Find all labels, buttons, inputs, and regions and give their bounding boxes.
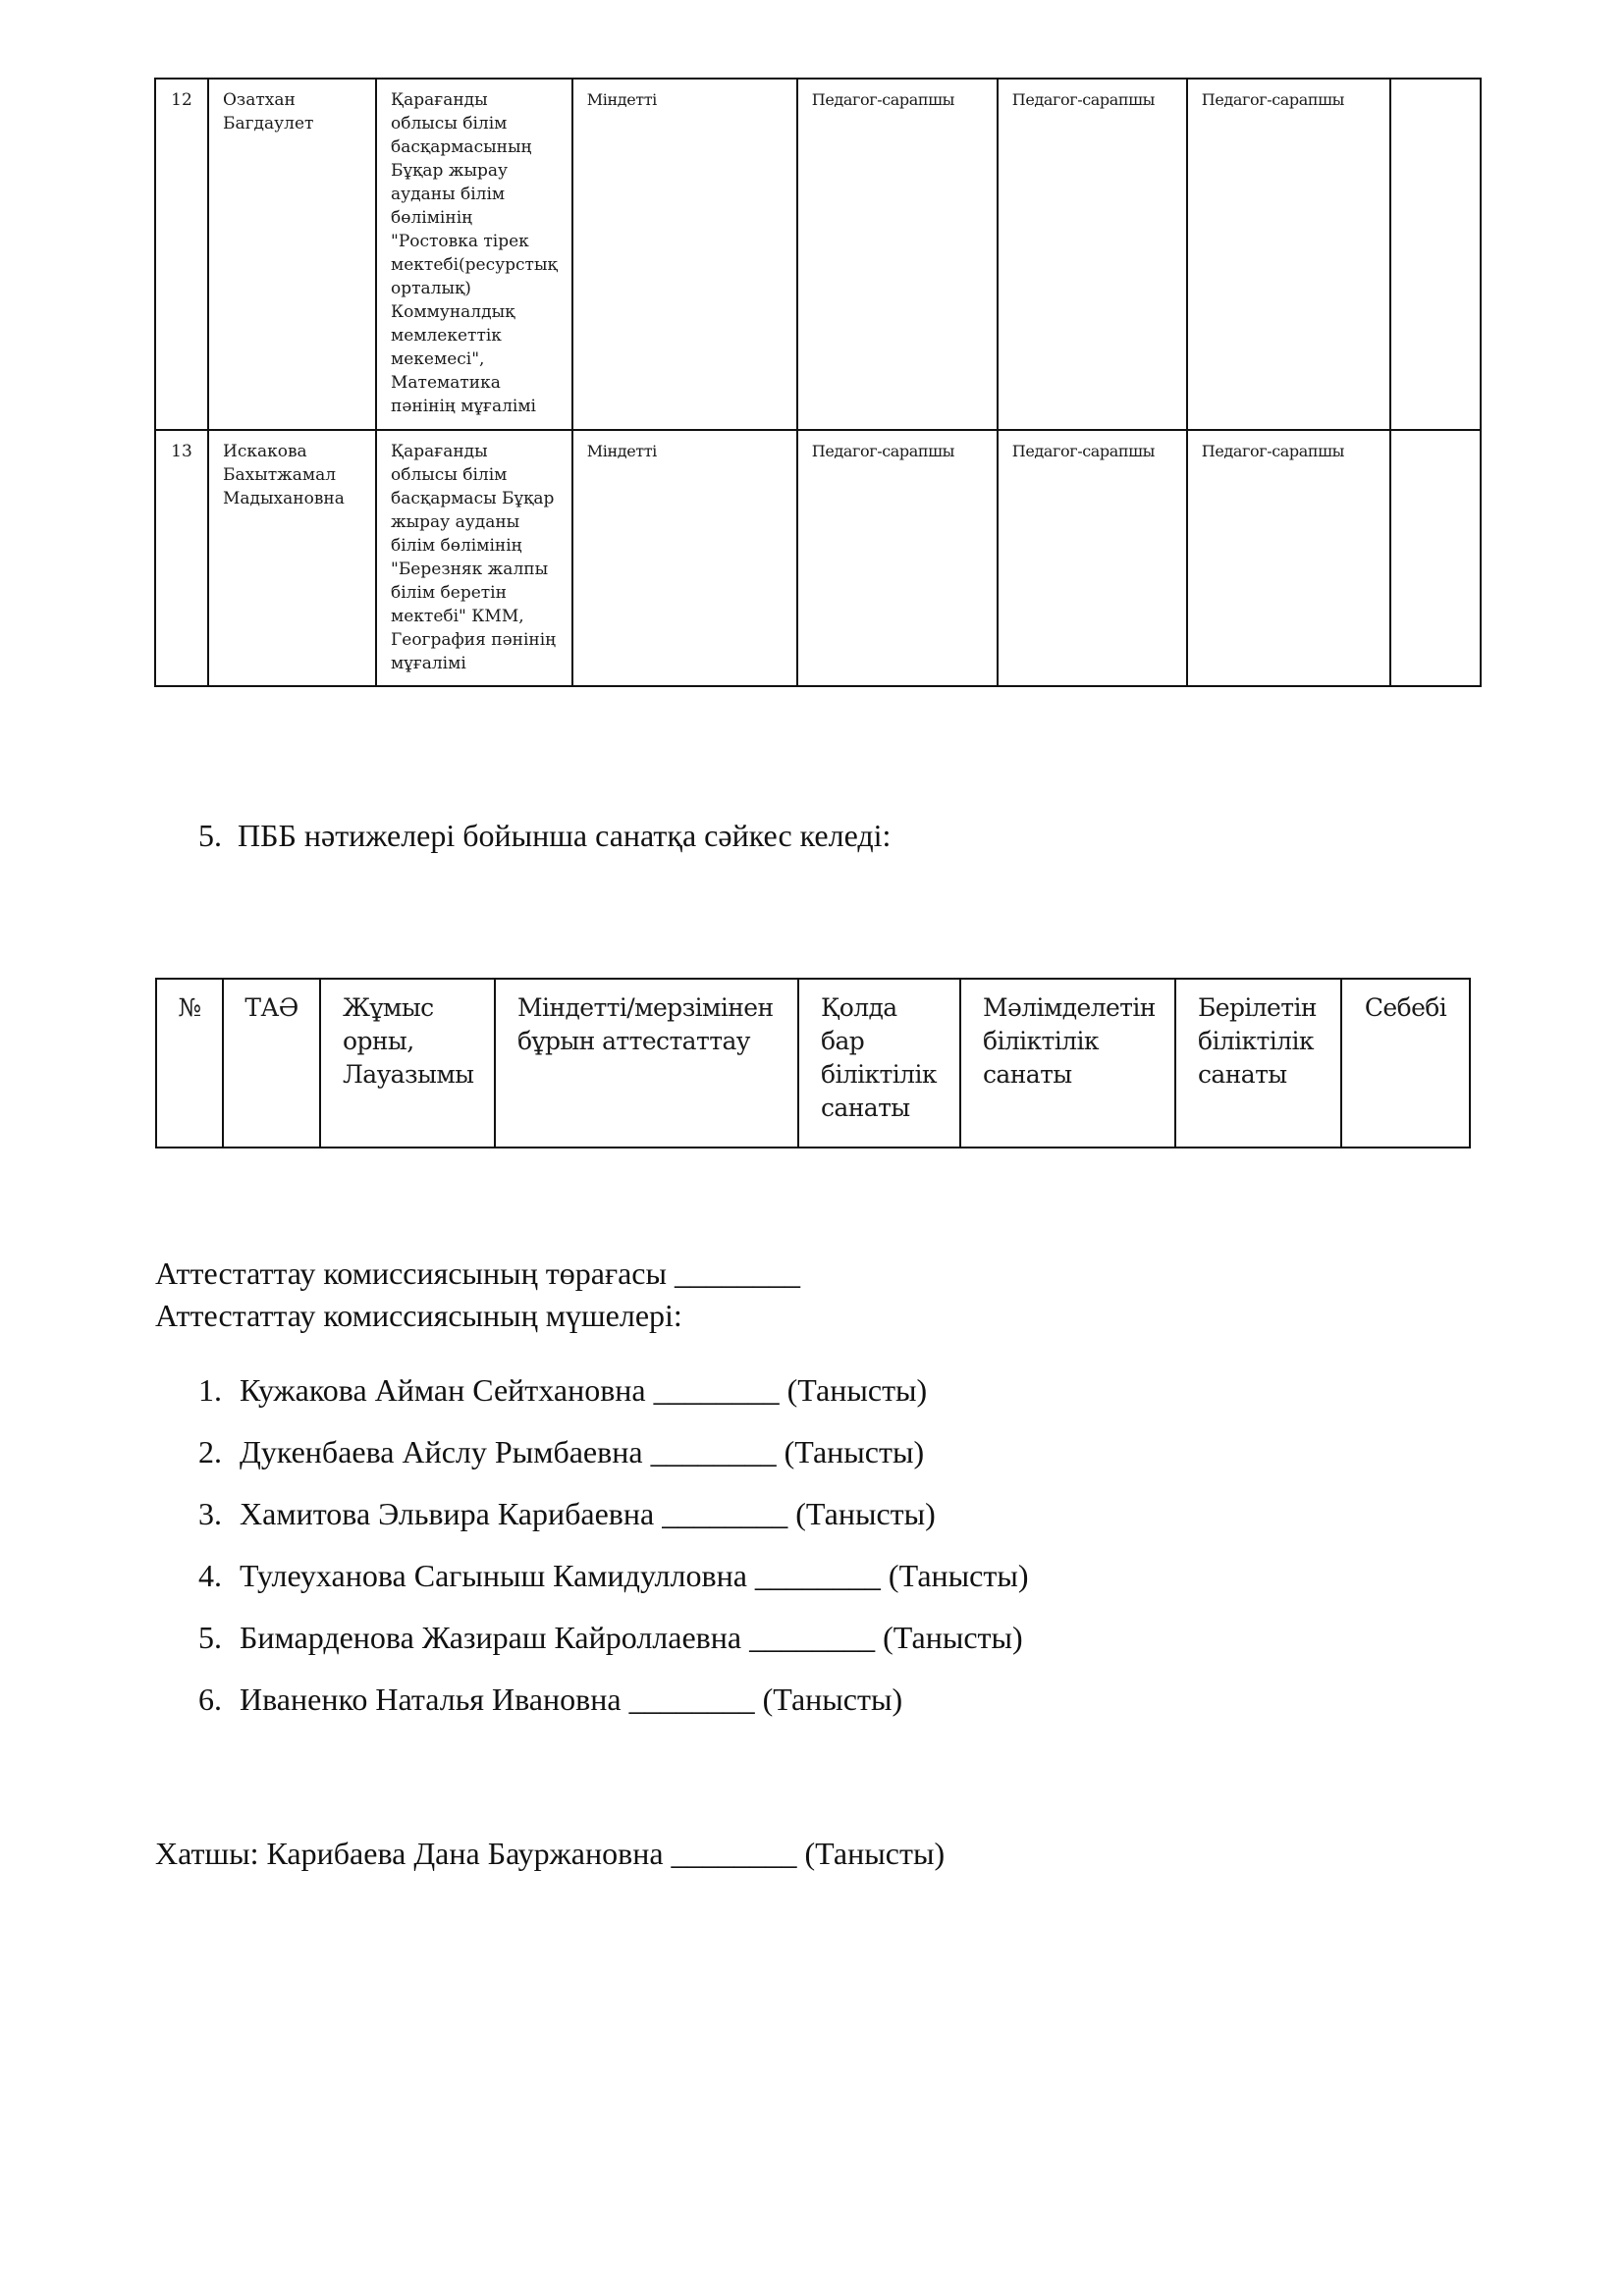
header-number: № — [156, 979, 223, 1148]
current-category: Педагог-сарапшы — [797, 430, 998, 686]
member-name: Тулеуханова Сагыныш Камидулловна — [240, 1558, 747, 1593]
signature-blank: ________ — [653, 1372, 780, 1408]
category-match-table — [155, 978, 1471, 1148]
acknowledged-label: (Танысты) — [786, 1372, 928, 1408]
acknowledged-label: (Танысты) — [804, 1836, 946, 1871]
header-attestation-type: Міндетті/мерзімінен бұрын аттестаттау — [495, 979, 798, 1148]
section-5-heading — [198, 818, 891, 854]
secretary-name: Карибаева Дана Бауржановна — [266, 1836, 664, 1871]
member-name: Хамитова Эльвира Карибаевна — [240, 1496, 655, 1531]
row-number: 13 — [155, 430, 208, 686]
list-item: 1. Кужакова Айман Сейтхановна ________ (Танысты) — [198, 1372, 928, 1408]
table-row — [155, 79, 1481, 430]
member-name: Дукенбаева Айслу Рымбаевна — [240, 1434, 643, 1469]
signature-blank: ________ — [662, 1496, 788, 1531]
workplace-position: Қарағанды облысы білім басқармасының Бұқар жырау ауданы білім бөлімінің "Ростовка тірек мектебі(ресурстық орталық) Коммуналдық мемлекеттік мекемесі", Математика пәнінің мұғалімі — [376, 79, 572, 430]
acknowledged-label: (Танысты) — [883, 1620, 1023, 1655]
secretary-label: Хатшы: — [155, 1836, 259, 1871]
header-current-category: Қолда бар біліктілік санаты — [798, 979, 960, 1148]
header-claimed-category: Мәлімделетін біліктілік санаты — [960, 979, 1175, 1148]
claimed-category: Педагог-сарапшы — [998, 430, 1187, 686]
members-label: Аттестаттау комиссиясының мүшелері: — [155, 1298, 682, 1333]
header-workplace: Жұмыс орны, Лауазымы — [320, 979, 495, 1148]
header-full-name: ТАӘ — [223, 979, 320, 1148]
list-item: 5. Бимарденова Жазираш Кайроллаевна ________ (Танысты) — [198, 1620, 1023, 1655]
header-reason: Себебі — [1341, 979, 1470, 1148]
list-item: 6. Иваненко Наталья Ивановна ________ (Танысты) — [198, 1682, 903, 1717]
member-name: Бимарденова Жазираш Кайроллаевна — [240, 1620, 742, 1655]
list-item: 4. Тулеуханова Сагыныш Камидулловна ________ (Танысты) — [198, 1558, 1029, 1593]
member-name: Иваненко Наталья Ивановна — [240, 1682, 622, 1717]
reason — [1390, 430, 1481, 686]
workplace-position: Қарағанды облысы білім басқармасы Бұқар жырау ауданы білім бөлімінің "Березняк жалпы білім беретін мектебі" КММ, География пәнінің мұғалімі — [376, 430, 572, 686]
signature-blank: ________ — [749, 1620, 876, 1655]
acknowledged-label: (Танысты) — [888, 1558, 1029, 1593]
signature-blank: ________ — [671, 1836, 797, 1871]
table-row — [155, 430, 1481, 686]
attestation-type: Міндетті — [572, 430, 797, 686]
member-name: Кужакова Айман Сейтхановна — [240, 1372, 646, 1408]
teacher-name: Искакова Бахытжамал Мадыхановна — [208, 430, 376, 686]
signature-blank: ________ — [650, 1434, 777, 1469]
list-item: 3. Хамитова Эльвира Карибаевна ________ (Танысты) — [198, 1496, 936, 1531]
acknowledged-label: (Танысты) — [762, 1682, 903, 1717]
attestation-results-table — [154, 78, 1482, 687]
signature-blank: ________ — [754, 1558, 881, 1593]
attestation-type: Міндетті — [572, 79, 797, 430]
section-title: ПББ нәтижелері бойынша санатқа сәйкес келеді: — [238, 818, 892, 853]
row-number: 12 — [155, 79, 208, 430]
table-header-row — [156, 979, 1470, 1148]
assigned-category: Педагог-сарапшы — [1187, 430, 1390, 686]
signature-blank: ________ — [674, 1255, 800, 1291]
chairman-line — [155, 1255, 800, 1292]
secretary-line — [155, 1836, 945, 1872]
section-number: 5. — [198, 818, 222, 853]
current-category: Педагог-сарапшы — [797, 79, 998, 430]
members-list — [198, 1372, 1028, 1743]
claimed-category: Педагог-сарапшы — [998, 79, 1187, 430]
header-assigned-category: Берілетін біліктілік санаты — [1175, 979, 1341, 1148]
chairman-label: Аттестаттау комиссиясының төрағасы — [155, 1255, 667, 1291]
acknowledged-label: (Танысты) — [784, 1434, 925, 1469]
teacher-name: Озатхан Багдаулет — [208, 79, 376, 430]
acknowledged-label: (Танысты) — [795, 1496, 936, 1531]
reason — [1390, 79, 1481, 430]
list-item: 2. Дукенбаева Айслу Рымбаевна ________ (Танысты) — [198, 1434, 925, 1469]
assigned-category: Педагог-сарапшы — [1187, 79, 1390, 430]
signature-blank: ________ — [628, 1682, 755, 1717]
